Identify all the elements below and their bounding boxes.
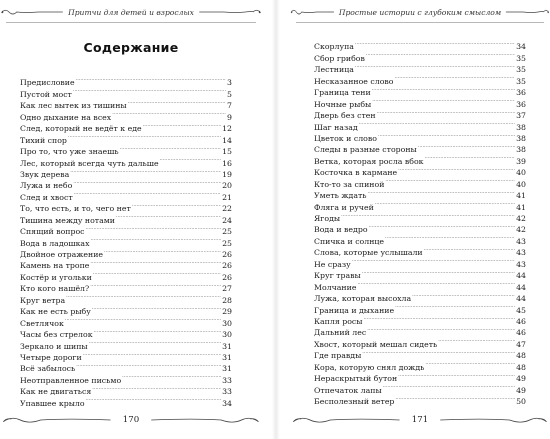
dot-leader (397, 164, 515, 175)
dot-leader (371, 84, 515, 95)
dot-leader (91, 383, 221, 394)
toc-entry-title: Костёр и угольки (20, 272, 92, 282)
dot-leader (131, 200, 221, 211)
dot-leader (111, 108, 226, 119)
toc-entry-title: Скорлупа (314, 42, 354, 52)
toc-entry-page: 5 (227, 89, 232, 99)
toc-entry-page: 33 (222, 375, 232, 385)
toc-entry-title: Лужа, которая высохла (314, 294, 412, 304)
dot-leader (368, 221, 516, 232)
dot-leader (424, 358, 515, 369)
dot-leader (382, 381, 515, 392)
toc-entry-page: 38 (516, 145, 526, 155)
toc-entry-page: 46 (516, 328, 526, 338)
running-header-text: Простые истории с глубоким смыслом (338, 7, 502, 17)
toc-entry-page: 9 (227, 112, 232, 122)
toc-entry-title: Нераскрытый бутон (314, 374, 398, 384)
toc-entry-title: Круг травы (314, 271, 361, 281)
toc-entry-title: Кто-то за спиной (314, 179, 385, 189)
dot-leader (371, 95, 515, 106)
toc-entry-page: 31 (222, 341, 232, 351)
dot-leader (394, 301, 515, 312)
header-rule (296, 22, 544, 23)
toc-entry-title: Упавшее крыло (20, 398, 85, 408)
dot-leader (85, 223, 222, 234)
footer-flourish-left-icon (0, 415, 113, 425)
dot-leader (376, 107, 515, 118)
header-flourish-left-icon (0, 7, 64, 17)
dot-leader (394, 393, 515, 404)
footer-flourish-left-icon (290, 415, 402, 425)
toc-entry-page: 24 (222, 215, 232, 225)
toc-entry-title: Кто кого нашёл? (20, 284, 90, 294)
dot-leader (75, 360, 221, 371)
header-flourish-right-icon (198, 7, 262, 17)
toc-entry-title: Ягоды (314, 214, 341, 223)
toc-entry-title: Предисловие (20, 78, 75, 88)
right-footer (290, 410, 550, 430)
toc-entry-title: Всё забылось (20, 364, 76, 374)
dot-leader (159, 154, 222, 165)
dot-leader (65, 291, 221, 302)
toc-entry-title: Вода в ладошках (20, 238, 90, 248)
toc-entry-title: Кора, которую снял дождь (314, 362, 425, 372)
toc-entry-page: 30 (222, 330, 232, 340)
toc-entry-page: 34 (516, 42, 526, 52)
toc-entry-page: 36 (516, 88, 526, 98)
toc-entry-page: 31 (222, 364, 232, 374)
toc-entry-page: 44 (516, 294, 526, 304)
dot-leader (367, 187, 516, 198)
toc-entry-page: 39 (516, 156, 526, 166)
dot-leader (340, 210, 515, 221)
toc-entry-title: Светлячок (20, 318, 64, 328)
dot-leader (72, 177, 221, 188)
dot-leader (75, 74, 226, 85)
toc-entry-title: Капля росы (314, 316, 363, 326)
dot-leader (89, 234, 221, 245)
right-running-header (290, 4, 550, 20)
toc-entry-page: 29 (222, 307, 232, 317)
toc-entry-title: Спичка и солнце (314, 236, 385, 246)
toc-entry-title: Фляга и ручей (314, 202, 374, 212)
toc-entry-page: 30 (222, 318, 232, 328)
left-running-header (0, 4, 262, 20)
toc-entry-page: 48 (516, 362, 526, 372)
toc-entry-title: Слова, которые услышали (314, 248, 423, 258)
toc-entry-title: Ночные рыбы (314, 99, 372, 109)
toc-entry-page: 25 (222, 238, 232, 248)
toc-entry-title: Лужа и небо (20, 181, 73, 191)
dot-leader (89, 280, 221, 291)
toc-entry-page: 46 (516, 316, 526, 326)
header-flourish-right-icon (505, 7, 550, 17)
dot-leader (354, 61, 515, 72)
header-rule (6, 22, 256, 23)
dot-leader (93, 326, 222, 337)
toc-entry-page: 34 (222, 398, 232, 408)
toc-entry-page: 41 (516, 191, 526, 201)
toc-entry-page: 28 (222, 295, 232, 305)
toc-entry-page: 21 (222, 192, 232, 202)
toc-entry-title: Уметь ждать (314, 191, 367, 201)
toc-entry-page: 49 (516, 374, 526, 384)
toc-entry-title: Тихий спор (20, 135, 67, 145)
toc-entry-page: 44 (516, 271, 526, 281)
toc-list-right (290, 38, 550, 404)
toc-entry-page: 43 (516, 248, 526, 258)
dot-leader (361, 347, 515, 358)
dot-leader (67, 131, 221, 142)
toc-entry-title: Часы без стрелок (20, 330, 93, 340)
dot-leader (423, 244, 515, 255)
dot-leader (115, 211, 221, 222)
toc-entry-page: 50 (516, 397, 526, 406)
toc-entry-title: Лестница (314, 65, 354, 75)
toc-entry-title: Цветок и слово (314, 133, 377, 143)
toc-entry-page: 40 (516, 179, 526, 189)
toc-entry-page: 26 (222, 272, 232, 282)
toc-list-left (0, 74, 262, 406)
dot-leader (142, 120, 221, 131)
left-page (0, 0, 262, 439)
toc-entry-page: 48 (516, 351, 526, 361)
toc-entry (290, 38, 550, 52)
toc-entry-page: 44 (516, 282, 526, 292)
header-flourish-left-icon (290, 7, 335, 17)
page-title: Содержание (83, 40, 179, 55)
toc-entry-title: Молчание (314, 282, 357, 292)
toc-entry-title: Дальний лес (314, 328, 367, 338)
toc-entry-page: 42 (516, 225, 526, 235)
toc-entry-page: 26 (222, 261, 232, 271)
dot-leader (374, 198, 515, 209)
dot-leader (354, 38, 515, 49)
toc-entry-page: 35 (516, 76, 526, 86)
page-number: 171 (411, 415, 429, 425)
toc-entry-title: То, что есть, и то, чего нет (20, 204, 131, 214)
dot-leader (361, 267, 515, 278)
toc-entry-page: 26 (222, 250, 232, 259)
dot-leader (411, 290, 515, 301)
dot-leader (363, 313, 516, 324)
left-footer (0, 410, 262, 430)
toc-entry-title: Как не двигаться (20, 387, 92, 397)
toc-entry-page: 15 (222, 147, 232, 157)
toc-entry-page: 20 (222, 181, 232, 191)
toc-entry-title: Бесполезный ветер (314, 397, 395, 406)
toc-entry-title: Неотправленное письмо (20, 375, 122, 385)
toc-entry-title: Спящий вопрос (20, 227, 85, 237)
toc-entry-title: Двойное отражение (20, 250, 104, 259)
dot-leader (358, 118, 515, 129)
dot-leader (384, 232, 515, 243)
toc-entry-page: 19 (222, 169, 232, 179)
toc-entry-page: 45 (516, 305, 526, 315)
toc-entry-title: Четыре дороги (20, 352, 82, 362)
toc-entry-title: Сбор грибов (314, 53, 365, 63)
toc-entry-title: Камень на тропе (20, 261, 90, 271)
dot-leader (437, 335, 515, 346)
dot-leader (417, 141, 515, 152)
toc-entry-title: След и хвост (20, 192, 73, 202)
dot-leader (103, 246, 221, 257)
toc-entry-page: 37 (516, 111, 526, 121)
dot-leader (91, 303, 221, 314)
toc-entry-page: 40 (516, 168, 526, 178)
toc-entry-title: Шаг назад (314, 122, 358, 132)
toc-entry-page: 38 (516, 133, 526, 143)
dot-leader (92, 268, 221, 279)
toc-entry (0, 74, 262, 88)
dot-leader (377, 130, 515, 141)
toc-entry-title: Не сразу (314, 259, 351, 269)
dot-leader (366, 324, 515, 335)
dot-leader (365, 49, 515, 60)
dot-leader (72, 85, 226, 96)
toc-entry-page: 22 (222, 204, 232, 214)
toc-entry-title: Про то, что уже знаешь (20, 147, 119, 157)
toc-entry-page: 35 (516, 65, 526, 75)
dot-leader (356, 278, 515, 289)
toc-entry-page: 16 (222, 158, 232, 168)
page-number: 170 (122, 415, 140, 425)
toc-entry-page: 31 (222, 352, 232, 362)
toc-entry-title: Несказанное слово (314, 76, 394, 86)
toc-entry-page: 25 (222, 227, 232, 237)
toc-entry-title: Граница тени (314, 88, 371, 98)
dot-leader (351, 255, 515, 266)
toc-entry-page: 35 (516, 53, 526, 63)
toc-entry-title: Тишина между нотами (20, 215, 115, 225)
toc-entry-title: Как лес вытек из тишины (20, 101, 127, 111)
dot-leader (82, 349, 221, 360)
toc-entry-title: След, который не ведёт к еде (20, 124, 142, 134)
dot-leader (121, 371, 221, 382)
toc-entry-page: 3 (227, 78, 232, 88)
toc-entry-page: 38 (516, 122, 526, 132)
toc-entry-title: Граница и дыхание (314, 305, 395, 315)
toc-entry-title: Одно дыхание на всех (20, 112, 112, 122)
toc-entry-title: Косточка в кармане (314, 168, 398, 178)
dot-leader (397, 370, 515, 381)
toc-entry-page: 14 (222, 135, 232, 145)
toc-entry-page: 42 (516, 214, 526, 223)
toc-entry-title: Пустой мост (20, 89, 72, 99)
dot-leader (89, 257, 221, 268)
toc-entry-title: Зеркало и шипы (20, 341, 88, 351)
toc-entry-page: 43 (516, 236, 526, 246)
toc-entry-page: 36 (516, 99, 526, 109)
toc-entry-title: Лес, который всегда чуть дальше (20, 158, 159, 168)
running-header-text: Притчи для детей и взрослых (68, 7, 194, 17)
toc-entry-page: 49 (516, 385, 526, 395)
toc-entry-title: Круг ветра (20, 295, 66, 305)
dot-leader (69, 166, 221, 177)
dot-leader (393, 72, 515, 83)
dot-leader (73, 188, 221, 199)
dot-leader (127, 97, 226, 108)
book-gutter (272, 0, 280, 439)
toc-entry-page: 27 (222, 284, 232, 294)
toc-entry-page: 12 (222, 124, 232, 134)
toc-entry-title: Хвост, который мешал сидеть (314, 339, 438, 349)
toc-entry-title: Следы в разные стороны (314, 145, 417, 155)
dot-leader (85, 394, 222, 405)
toc-entry-title: Как не есть рыбу (20, 307, 91, 317)
dot-leader (119, 143, 221, 154)
dot-leader (384, 175, 515, 186)
toc-entry-title: Где правды (314, 351, 362, 361)
toc-entry-title: Дверь без стен (314, 111, 376, 121)
toc-entry-title: Вода и ведро (314, 225, 368, 235)
toc-entry-page: 41 (516, 202, 526, 212)
dot-leader (424, 152, 516, 163)
toc-entry-page: 33 (222, 387, 232, 397)
toc-entry-page: 7 (227, 101, 232, 111)
footer-flourish-right-icon (149, 415, 262, 425)
toc-entry-page: 47 (516, 339, 526, 349)
toc-entry-title: Отпечаток лапы (314, 385, 382, 395)
footer-flourish-right-icon (438, 415, 550, 425)
toc-entry-title: Ветка, которая росла вбок (314, 156, 424, 166)
dot-leader (88, 337, 221, 348)
toc-entry-title: Звук дерева (20, 169, 70, 179)
right-page (290, 0, 550, 439)
dot-leader (64, 314, 221, 325)
toc-entry-page: 43 (516, 259, 526, 269)
